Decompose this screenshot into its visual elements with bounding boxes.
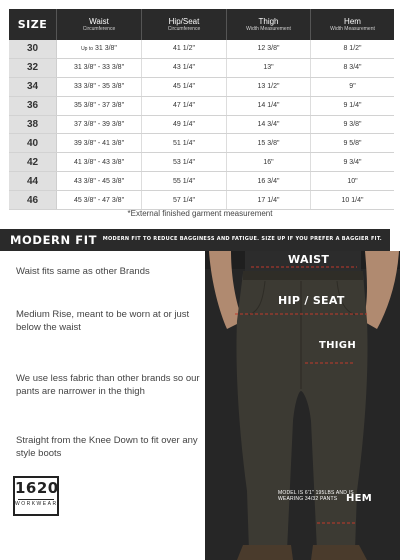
header-hip <box>142 9 227 40</box>
waist-cell <box>57 40 142 58</box>
waist-cell: 33 3/8" - 35 3/8" <box>57 77 142 96</box>
hem-cell: 10 1/4" <box>311 191 395 210</box>
header-hem-sub: Width Measurement <box>330 26 375 32</box>
logo-wordmark: WORKWEAR <box>15 501 58 507</box>
size-cell: 34 <box>9 77 57 96</box>
table-row <box>9 134 394 153</box>
header-thigh <box>227 9 311 40</box>
thigh-cell: 14 3/4" <box>227 115 311 134</box>
table-row <box>9 115 394 134</box>
header-thigh-sub: Width Measurement <box>246 26 291 32</box>
size-cell: 36 <box>9 96 57 115</box>
table-row <box>9 58 394 77</box>
waist-cell: 43 3/8" - 45 3/8" <box>57 172 142 191</box>
hip-cell: 41 1/2" <box>142 40 227 58</box>
note-rise: Medium Rise, meant to be worn at or just below the waist <box>16 309 190 333</box>
waist-cell: 45 3/8" - 47 3/8" <box>57 191 142 210</box>
label-hem: HEM <box>346 493 373 504</box>
header-waist <box>57 9 142 40</box>
header-size: SIZE <box>9 9 57 40</box>
table-row <box>9 191 394 210</box>
hip-cell: 43 1/4" <box>142 58 227 77</box>
hip-cell: 49 1/4" <box>142 115 227 134</box>
note-boots: Straight from the Knee Down to fit over any style boots <box>16 435 198 459</box>
header-hip-title: Hip/Seat <box>168 17 200 26</box>
waist-cell: 37 3/8" - 39 3/8" <box>57 115 142 134</box>
hip-cell: 47 1/4" <box>142 96 227 115</box>
size-cell: 40 <box>9 134 57 153</box>
header-thigh-title: Thigh <box>258 17 279 26</box>
model-note: MODEL IS 6'1" 195LBS AND IS WEARING 34/32 PANTS <box>278 490 354 502</box>
header-waist-title: Waist <box>89 17 109 26</box>
hem-cell: 10" <box>311 172 395 191</box>
header-hip-sub: Circumference <box>167 26 201 32</box>
header-waist-sub: Circumference <box>82 26 116 32</box>
hem-cell: 9 3/4" <box>311 153 395 172</box>
hem-cell: 9 5/8" <box>311 134 395 153</box>
thigh-cell: 13" <box>227 58 311 77</box>
table-row <box>9 40 394 58</box>
hem-cell: 9 1/4" <box>311 96 395 115</box>
table-row <box>9 77 394 96</box>
table-row <box>9 96 394 115</box>
size-cell: 42 <box>9 153 57 172</box>
size-chart-table <box>9 9 394 210</box>
size-cell: 46 <box>9 191 57 210</box>
measurement-footnote: *External finished garment measurement <box>127 209 273 218</box>
size-cell: 32 <box>9 58 57 77</box>
fit-tagline: MODERN FIT TO REDUCE BAGGINESS AND FATIGUE. SIZE UP IF YOU PREFER A BAGGIER FIT. <box>102 236 382 242</box>
label-hip-seat: HIP / SEAT <box>278 294 345 307</box>
header-hem-title: Hem <box>344 17 361 26</box>
thigh-cell: 12 3/8" <box>227 40 311 58</box>
thigh-cell: 17 1/4" <box>227 191 311 210</box>
label-thigh: THIGH <box>319 340 356 351</box>
hip-cell: 57 1/4" <box>142 191 227 210</box>
waist-value: 31 3/8" <box>94 45 117 53</box>
hem-cell: 9" <box>311 77 395 96</box>
hip-cell: 55 1/4" <box>142 172 227 191</box>
hem-cell: 8 3/4" <box>311 58 395 77</box>
hem-cell: 9 3/8" <box>311 115 395 134</box>
size-chart-header <box>9 9 394 40</box>
waist-prefix: Up to <box>81 46 94 53</box>
table-row <box>9 153 394 172</box>
thigh-cell: 16" <box>227 153 311 172</box>
logo-number: 1620 <box>15 479 59 497</box>
fit-title: MODERN FIT <box>10 233 98 247</box>
thigh-cell: 16 3/4" <box>227 172 311 191</box>
thigh-cell: 13 1/2" <box>227 77 311 96</box>
hip-cell: 45 1/4" <box>142 77 227 96</box>
hip-cell: 51 1/4" <box>142 134 227 153</box>
waist-cell: 35 3/8" - 37 3/8" <box>57 96 142 115</box>
fit-banner <box>0 229 390 251</box>
size-cell: 30 <box>9 40 57 58</box>
header-hem <box>311 9 395 40</box>
pants-model-photo <box>205 251 400 560</box>
thigh-cell: 14 1/4" <box>227 96 311 115</box>
size-cell: 38 <box>9 115 57 134</box>
note-waist: Waist fits same as other Brands <box>16 266 150 277</box>
brand-logo <box>13 476 59 516</box>
size-cell: 44 <box>9 172 57 191</box>
hip-cell: 53 1/4" <box>142 153 227 172</box>
waist-cell: 39 3/8" - 41 3/8" <box>57 134 142 153</box>
label-waist: WAIST <box>288 253 330 266</box>
thigh-cell: 15 3/8" <box>227 134 311 153</box>
waist-cell: 41 3/8" - 43 3/8" <box>57 153 142 172</box>
waist-cell: 31 3/8" - 33 3/8" <box>57 58 142 77</box>
hem-cell: 8 1/2" <box>311 40 395 58</box>
table-row <box>9 172 394 191</box>
note-thigh: We use less fabric than other brands so our pants are narrower in the thigh <box>16 373 200 397</box>
